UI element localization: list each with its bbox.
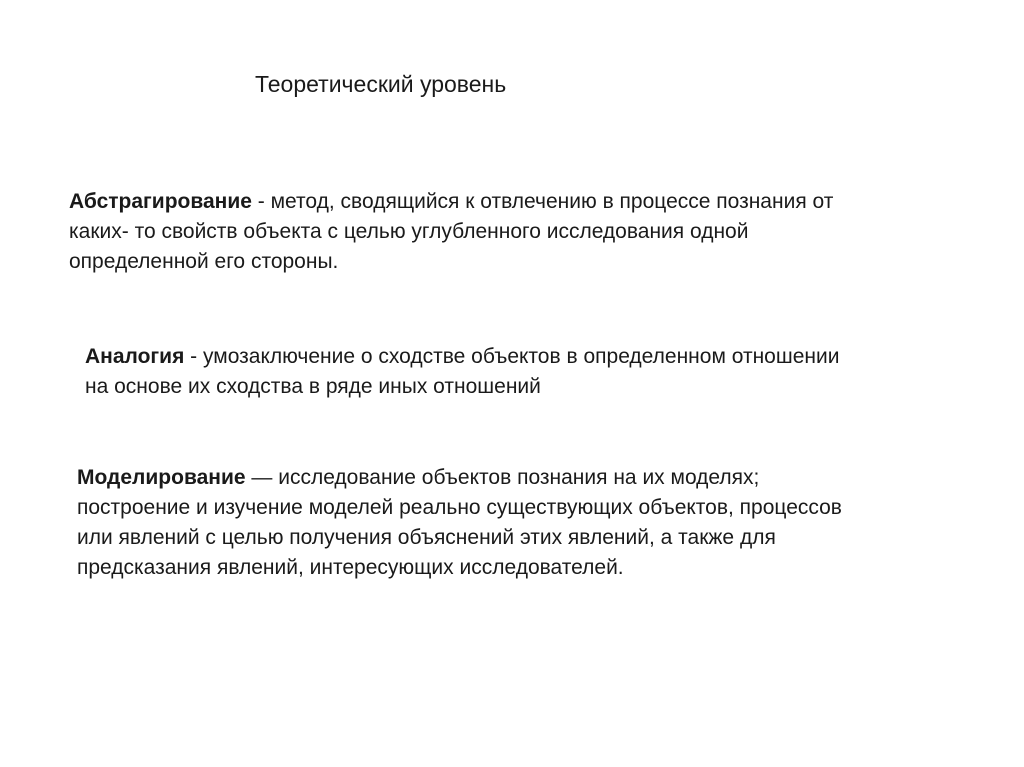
definition-line: определенной его стороны. (69, 250, 339, 273)
definition-line: на основе их сходства в ряде иных отношений (85, 375, 541, 398)
definition-line: каких- то свойств объекта с целью углубленного исследования одной (69, 220, 749, 243)
term-name: Аналогия (85, 345, 185, 368)
definition-text: - умозаключение о сходстве объектов в определенном отношении (184, 345, 840, 368)
definition-text: — исследование объектов познания на их моделях; (245, 466, 760, 489)
term-name: Моделирование (77, 466, 246, 489)
definition-text: - метод, сводящийся к отвлечению в процессе познания от (251, 190, 834, 213)
definition-line (85, 342, 965, 372)
definition-line: или явлений с целью получения объяснений этих явлений, а также для (77, 526, 776, 549)
term-abstraction (69, 187, 949, 277)
definition-line: предсказания явлений, интересующих исследователей. (77, 556, 624, 579)
slide-title: Теоретический уровень (255, 71, 507, 97)
term-modeling (77, 463, 957, 583)
term-name: Абстрагирование (69, 190, 252, 213)
term-analogy (85, 342, 965, 402)
definition-line (77, 463, 957, 493)
definition-line (69, 187, 949, 217)
definition-line: построение и изучение моделей реально существующих объектов, процессов (77, 496, 842, 519)
